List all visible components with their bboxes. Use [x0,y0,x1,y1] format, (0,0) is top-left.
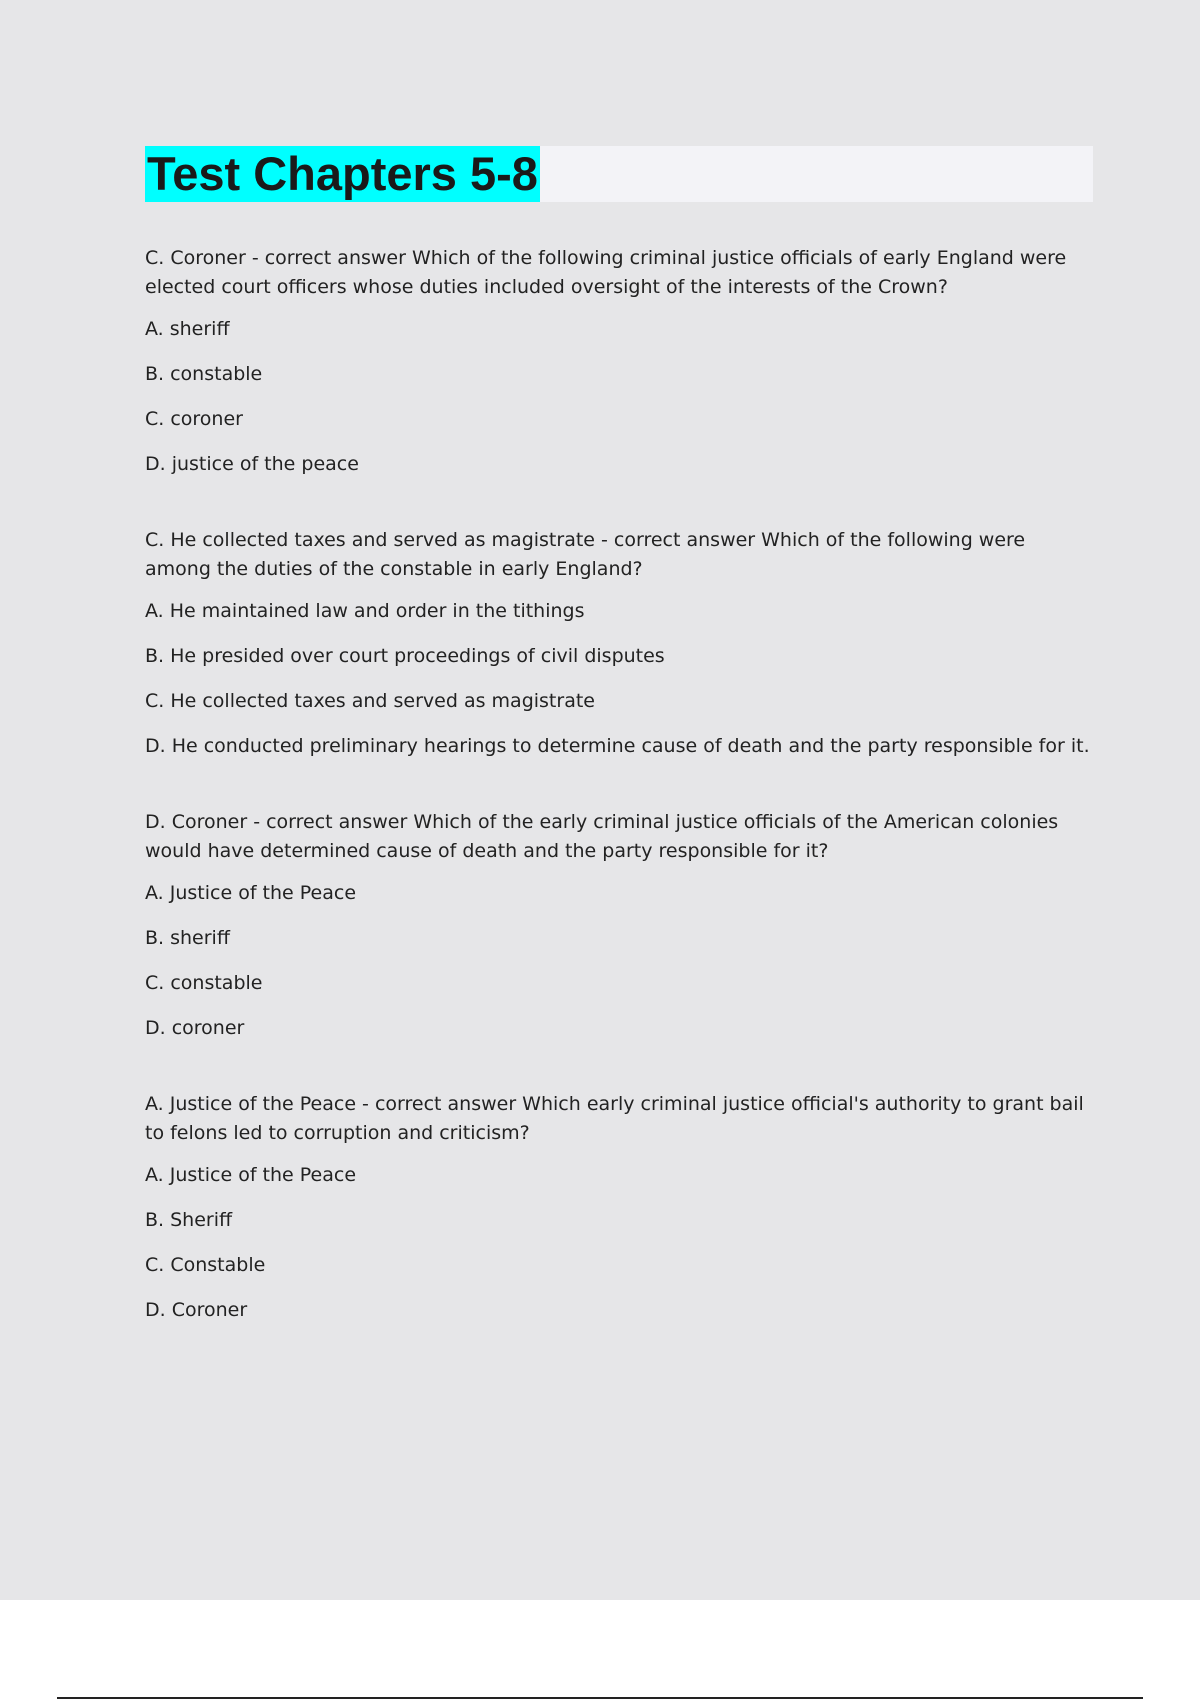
answer-option: D. justice of the peace [145,453,359,475]
answer-option: A. Justice of the Peace [145,882,357,904]
question-text: C. Coroner - correct answer Which of the following criminal justice officials of early England were elected court officers whose duties included oversight of the interests of the Crown? [145,247,1067,298]
answer-option: B. sheriff [145,927,230,949]
answer-option: C. coroner [145,408,243,430]
answer-option: C. Constable [145,1254,266,1276]
answer-option: D. coroner [145,1017,245,1039]
answer-option: A. sheriff [145,318,230,340]
question-block-2 [145,526,1095,761]
answer-option: D. Coroner [145,1299,248,1321]
question-text: C. He collected taxes and served as magistrate - correct answer Which of the following were among the duties of the constable in early England? [145,529,1026,580]
question-list [145,244,1095,1372]
answer-option: A. Justice of the Peace [145,1164,357,1186]
question-block-4 [145,1090,1095,1325]
answer-option: B. constable [145,363,263,385]
answer-option: B. Sheriff [145,1209,233,1231]
footer-rule [57,1697,1143,1699]
page-title: Test Chapters 5-8 [147,147,538,200]
title-bar [145,146,1093,202]
question-text: D. Coroner - correct answer Which of the early criminal justice officials of the American colonies would have determined cause of death and the party responsible for it? [145,811,1059,862]
question-block-3 [145,808,1095,1043]
answer-option: A. He maintained law and order in the tithings [145,600,585,622]
answer-option: D. He conducted preliminary hearings to determine cause of death and the party responsible for it. [145,735,1090,757]
question-block-1 [145,244,1095,479]
question-text: A. Justice of the Peace - correct answer Which early criminal justice official's authority to grant bail to felons led to corruption and criticism? [145,1093,1084,1144]
answer-option: C. He collected taxes and served as magistrate [145,690,595,712]
answer-option: C. constable [145,972,263,994]
answer-option: B. He presided over court proceedings of civil disputes [145,645,665,667]
